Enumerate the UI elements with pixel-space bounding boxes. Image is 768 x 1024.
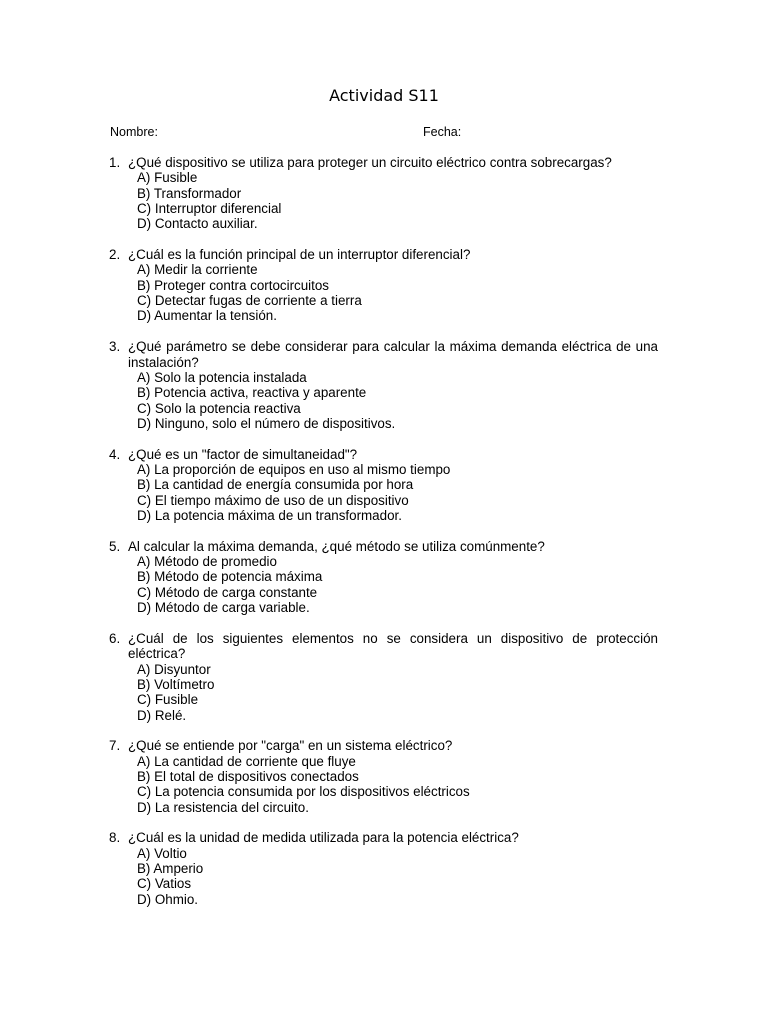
option-list xyxy=(137,754,658,815)
answer-option: B) Proteger contra cortocircuitos xyxy=(137,277,330,293)
option-list xyxy=(137,370,658,431)
question-line xyxy=(109,631,658,662)
answer-option: D) Ohmio. xyxy=(137,891,199,907)
answer-option: A) Método de promedio xyxy=(137,554,277,570)
question-text: ¿Cuál es la unidad de medida utilizada para la potencia eléctrica? xyxy=(128,830,519,846)
answer-option: C) La potencia consumida por los dispositivos eléctricos xyxy=(137,784,470,800)
answer-option: A) Voltio xyxy=(137,845,187,861)
question-number: 1. xyxy=(109,155,121,170)
option-list xyxy=(137,262,658,323)
question-item xyxy=(109,339,658,431)
answer-option: B) La cantidad de energía consumida por hora xyxy=(137,477,414,493)
answer-option: A) Medir la corriente xyxy=(137,262,258,278)
answer-option: D) Ninguno, solo el número de dispositivos. xyxy=(137,415,396,431)
answer-option: D) Relé. xyxy=(137,707,187,723)
question-item xyxy=(109,155,658,232)
option-list xyxy=(137,554,658,615)
question-line xyxy=(109,738,658,753)
answer-option: B) Método de potencia máxima xyxy=(137,569,323,585)
fecha-label: Fecha: xyxy=(423,125,462,139)
option-list xyxy=(137,462,658,523)
question-number: 4. xyxy=(109,446,121,462)
question-number: 8. xyxy=(109,830,121,846)
question-text: ¿Cuál es la función principal de un interruptor diferencial? xyxy=(128,247,471,263)
answer-option: B) Potencia activa, reactiva y aparente xyxy=(137,385,367,401)
question-item xyxy=(109,539,658,616)
answer-option: A) Disyuntor xyxy=(137,661,211,677)
option-list xyxy=(137,170,658,231)
answer-option: B) Amperio xyxy=(137,861,204,877)
question-text: ¿Qué parámetro se debe considerar para calcular la máxima demanda eléctrica de una instalación? xyxy=(128,339,658,370)
answer-option: C) Fusible xyxy=(137,692,199,708)
question-line xyxy=(109,539,658,554)
answer-option: C) Interruptor diferencial xyxy=(137,201,282,217)
answer-option: D) Contacto auxiliar. xyxy=(137,216,258,232)
answer-option: A) La cantidad de corriente que fluye xyxy=(137,753,356,769)
answer-option: B) Transformador xyxy=(137,185,242,201)
option-list xyxy=(137,662,658,723)
question-number: 5. xyxy=(109,538,121,554)
question-text: ¿Qué se entiende por "carga" en un sistema eléctrico? xyxy=(128,738,453,754)
answer-option: D) La resistencia del circuito. xyxy=(137,799,309,815)
question-item xyxy=(109,631,658,723)
question-line xyxy=(109,447,658,462)
question-item xyxy=(109,447,658,524)
page-title: Actividad S11 xyxy=(329,86,439,105)
answer-option: D) Método de carga variable. xyxy=(137,600,310,616)
question-item xyxy=(109,738,658,815)
question-number: 7. xyxy=(109,738,121,754)
answer-option: B) Voltímetro xyxy=(137,676,215,692)
answer-option: B) El total de dispositivos conectados xyxy=(137,769,359,785)
answer-option: D) Aumentar la tensión. xyxy=(137,308,277,324)
answer-option: C) Solo la potencia reactiva xyxy=(137,400,301,416)
question-list xyxy=(109,155,658,923)
question-item xyxy=(109,247,658,324)
nombre-label: Nombre: xyxy=(110,125,158,139)
question-text: Al calcular la máxima demanda, ¿qué método se utiliza comúnmente? xyxy=(128,538,545,554)
answer-option: A) Solo la potencia instalada xyxy=(137,369,307,385)
answer-option: C) Método de carga constante xyxy=(137,584,318,600)
question-text: ¿Qué es un "factor de simultaneidad"? xyxy=(128,446,358,462)
question-line xyxy=(109,830,658,845)
student-header xyxy=(110,124,670,140)
question-text: ¿Qué dispositivo se utiliza para proteger un circuito eléctrico contra sobrecargas? xyxy=(128,155,612,170)
answer-option: A) La proporción de equipos en uso al mismo tiempo xyxy=(137,462,451,478)
answer-option: A) Fusible xyxy=(137,170,198,186)
answer-option: D) La potencia máxima de un transformador. xyxy=(137,508,402,524)
question-text: ¿Cuál de los siguientes elementos no se considera un dispositivo de protección eléctrica? xyxy=(128,630,658,662)
answer-option: C) Detectar fugas de corriente a tierra xyxy=(137,293,362,309)
question-line xyxy=(109,339,658,370)
question-number: 3. xyxy=(109,339,121,355)
question-line xyxy=(109,247,658,262)
question-number: 2. xyxy=(109,247,121,263)
question-line xyxy=(109,155,658,170)
option-list xyxy=(137,846,658,907)
question-item xyxy=(109,830,658,907)
answer-option: C) Vatios xyxy=(137,876,192,892)
answer-option: C) El tiempo máximo de uso de un dispositivo xyxy=(137,492,409,508)
question-number: 6. xyxy=(109,630,121,646)
